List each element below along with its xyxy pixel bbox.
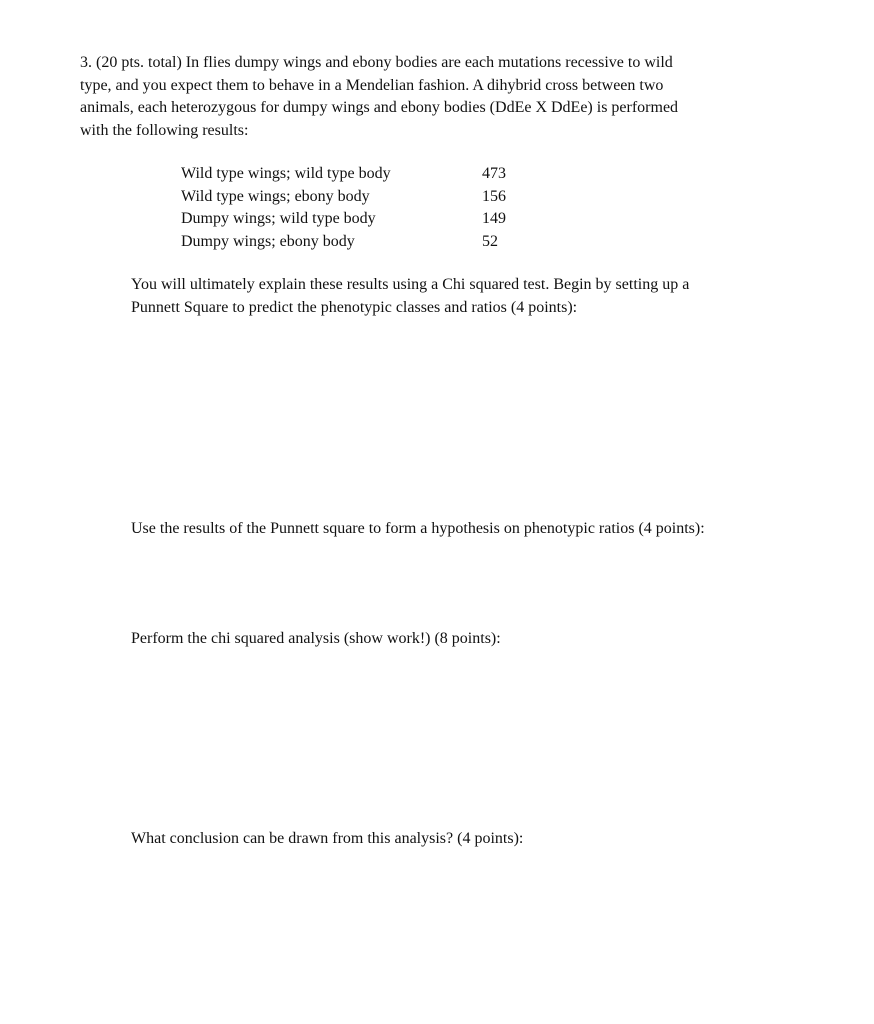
chi-squared-question: Perform the chi squared analysis (show work!) (8 points): [131, 630, 501, 647]
results-table [181, 163, 521, 253]
hypothesis-question: Use the results of the Punnett square to form a hypothesis on phenotypic ratios (4 points): [131, 520, 705, 537]
conclusion-question: What conclusion can be drawn from this analysis? (4 points): [131, 830, 524, 847]
phenotype-label: Wild type wings; wild type body [181, 165, 391, 182]
phenotype-label: Wild type wings; ebony body [181, 187, 370, 205]
phenotype-count: 156 [482, 187, 506, 205]
phenotype-count: 473 [482, 165, 506, 182]
phenotype-label: Dumpy wings; wild type body [181, 210, 376, 227]
phenotype-label: Dumpy wings; ebony body [181, 232, 355, 250]
punnett-question: You will ultimately explain these results using a Chi squared test. Begin by setting up a Punnett Square to predict the phenotypic classes and ratios (4 points): [131, 276, 690, 316]
phenotype-count: 149 [482, 210, 506, 227]
phenotype-count: 52 [482, 232, 498, 250]
result-row [181, 186, 521, 209]
problem-intro: 3. (20 pts. total) In flies dumpy wings and ebony bodies are each mutations recessive to wild type, and you expect them to behave in a Mendelian fashion. A dihybrid cross between two animals, each heterozygous for dumpy wings and ebony bodies (DdEe X DdEe) is performed with the following results: [80, 54, 679, 139]
result-row [181, 231, 521, 254]
result-row [181, 208, 521, 231]
result-row [181, 163, 521, 186]
